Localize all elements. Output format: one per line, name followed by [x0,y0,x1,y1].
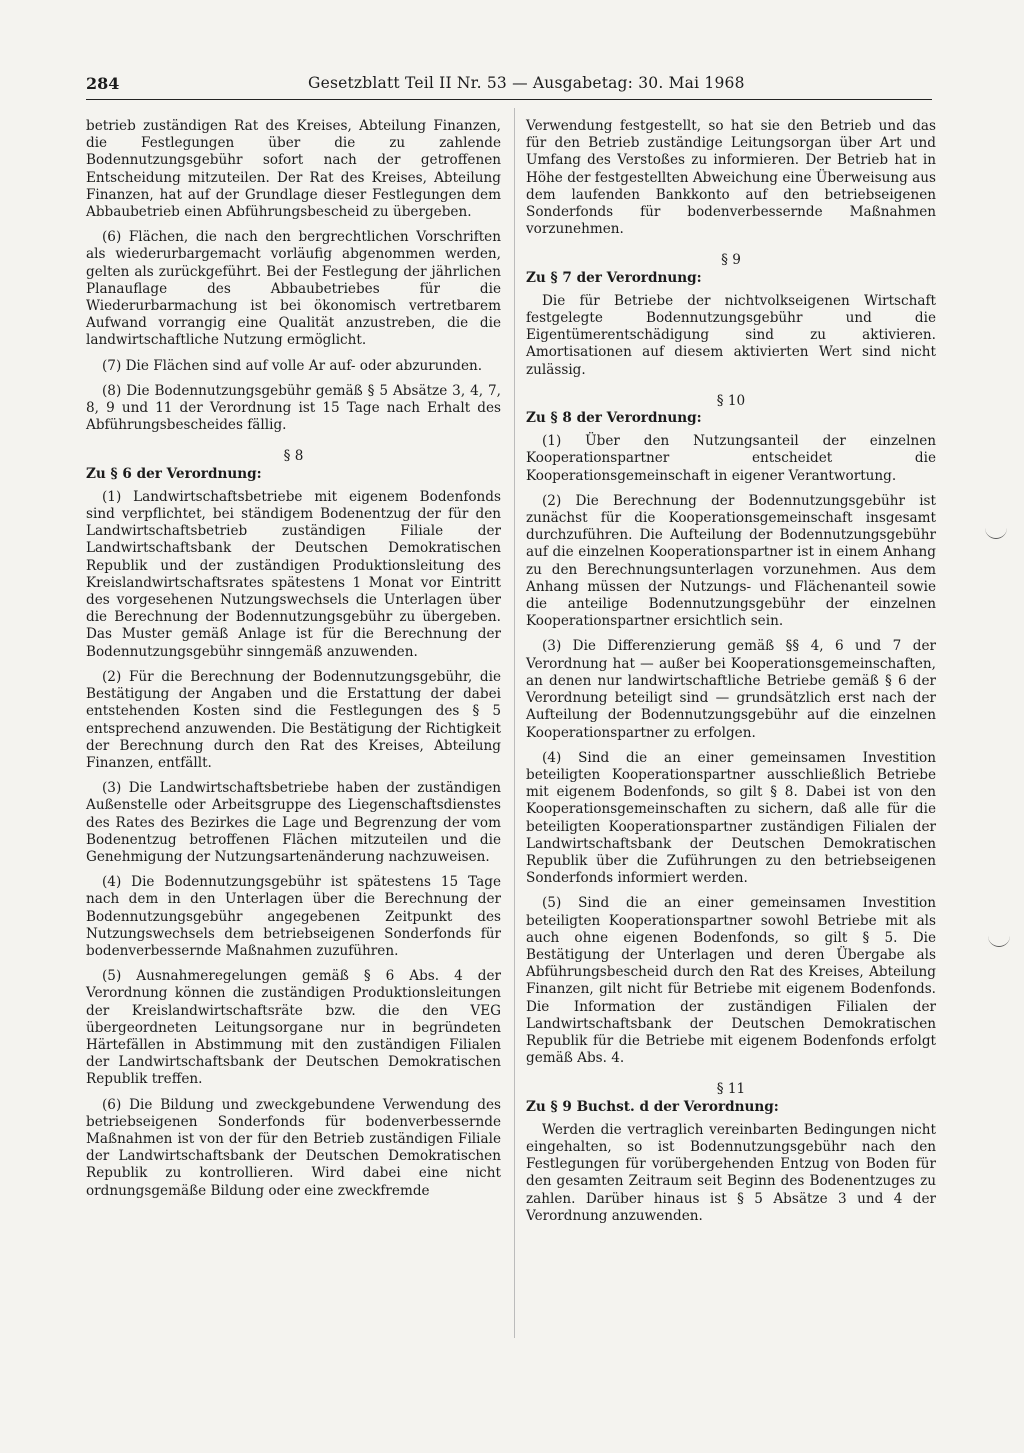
paragraph: (2) Die Berechnung der Bodennutzungsgebühr ist zunächst für die Kooperationsgemeinschaft insgesamt durchzuführen. Die Aufteilung der Bodennutzungsgebühr auf die einzelnen Kooperationspartner ist in einem Anhang zu den Berechnungsunterlagen vorzunehmen. Aus dem Anhang müssen der Nutzungs- und Flächenanteil sowie die anteilige Bodennutzungsgebühr der einzelnen Kooperationspartner ersichtlich sein. [526,492,936,630]
paragraph: betrieb zuständigen Rat des Kreises, Abteilung Finanzen, die Festlegungen über die zu zahlende Bodennutzungsgebühr sofort nach der getroffenen Entscheidung mitzuteilen. Der Rat des Kreises, Abteilung Finanzen, hat auf der Grundlage dieser Festlegungen dem Abbaubetrieb einen Abführungsbescheid zu übergeben. [86,118,501,221]
paragraph: (1) Über den Nutzungsanteil der einzelnen Kooperationspartner entscheidet die Kooperationsgemeinschaft in eigener Verantwortung. [526,433,936,484]
section-heading-9: § 9 [721,252,741,269]
gazette-title: Gesetzblatt Teil II Nr. 53 — Ausgabetag: 30. Mai 1968 [308,74,745,92]
paragraph: Werden die vertraglich vereinbarten Bedingungen nicht eingehalten, so ist Bodennutzungsgebühr nach den Festlegungen für vorübergehenden Entzug von Boden für den gesamten Zeitraum seit Beginn des Bodenentzuges zu zahlen. Darüber hinaus ist § 5 Absätze 3 und 4 der Verordnung anzuwenden. [526,1121,936,1224]
paragraph: (4) Die Bodennutzungsgebühr ist spätestens 15 Tage nach dem in den Unterlagen über die Berechnung der Bodennutzungsgebühr angegebenen Zeitpunkt des Nutzungswechsels dem betriebseigenen Sonderfonds für bodenverbessernde Maßnahmen zuzuführen. [86,874,501,959]
section-heading-8: § 8 [283,448,304,465]
paragraph: (5) Ausnahmeregelungen gemäß § 6 Abs. 4 der Verordnung können die zuständigen Produktionsleitungen der Kreislandwirtschaftsräte bzw. die den VEG übergeordneten Leitungsorgane nur in begründeten Härtefällen in Abstimmung mit den zuständigen Filialen der Landwirtschaftsbank der Deutschen Demokratischen Republik treffen. [86,968,501,1088]
section-subheading-9: Zu § 7 der Verordnung: [526,269,702,286]
paragraph: (5) Sind die an einer gemeinsamen Investition beteiligten Kooperationspartner sowohl Betriebe mit als auch ohne eigenen Bodenfonds, so gilt § 5. Die Bestätigung der Unterlagen und deren Übergabe als Abführungsbescheid durch den Rat des Kreises, Abteilung Finanzen, gilt nicht für Betriebe mit eigenem Bodenfonds. Die Information der zuständigen Filialen der Landwirtschaftsbank der Deutschen Demokratischen Republik für die Betriebe mit eigenem Bodenfonds erfolgt gemäß Abs. 4. [526,895,936,1067]
page-number: 284 [86,74,120,93]
paragraph: (8) Die Bodennutzungsgebühr gemäß § 5 Absätze 3, 4, 7, 8, 9 und 11 der Verordnung ist 15 Tage nach Erhalt des Abführungsbescheides fällig. [86,382,501,434]
margin-mark [985,528,1007,539]
paragraph: Die für Betriebe der nichtvolkseigenen Wirtschaft festgelegte Bodennutzungsgebühr und die Eigentümerentschädigung sind zu aktivieren. Amortisationen auf diesem aktivierten Wert sind nicht zulässig. [526,292,936,378]
paragraph: (6) Die Bildung und zweckgebundene Verwendung des betriebseigenen Sonderfonds für bodenverbessernde Maßnahmen ist von der für den Betrieb zuständigen Filiale der Landwirtschaftsbank der Deutschen Demokratischen Republik zu kontrollieren. Wird dabei eine nicht ordnungsgemäße Bildung oder eine zweckfremde [86,1096,501,1199]
section-subheading-10: Zu § 8 der Verordnung: [526,410,702,427]
section-heading-11: § 11 [716,1081,746,1098]
paragraph: (1) Landwirtschaftsbetriebe mit eigenem Bodenfonds sind verpflichtet, bei ständigem Bodenentzug der für den Landwirtschaftsbetrieb zuständigen Filiale der Landwirtschaftsbank der Deutschen Demokratischen Republik und der zuständigen Produktionsleitung des Kreislandwirtschaftsrates spätestens 1 Monat vor Eintritt des vorgesehenen Nutzungswechsels die Unterlagen über die Berechnung der Bodennutzungsgebühr zu übergeben. Das Muster gemäß Anlage ist für die Berechnung der Bodennutzungsgebühr sinngemäß anzuwenden. [86,488,501,660]
section-heading-10: § 10 [716,392,746,409]
page-header [86,74,932,100]
paragraph: (6) Flächen, die nach den bergrechtlichen Vorschriften als wiederurbargemacht vorläufig abgenommen werden, gelten als zurückgeführt. Bei der Festlegung der jährlichen Planauflage des Abbaubetriebes für die Wiederurbarmachung ist bei ökonomisch vertretbarem Aufwand vorrangig eine Qualität anzustreben, die die landwirtschaftliche Nutzung ermöglicht. [86,229,501,349]
margin-mark [988,936,1010,947]
section-subheading-11: Zu § 9 Buchst. d der Verordnung: [526,1098,779,1115]
paragraph: (3) Die Differenzierung gemäß §§ 4, 6 und 7 der Verordnung hat — außer bei Kooperationsgemeinschaften, an denen nur landwirtschaftliche Betriebe gemäß § 6 der Verordnung beteiligt sind — grundsätzlich erst nach der Aufteilung der Bodennutzungsgebühr auf die einzelnen Kooperationspartner zu erfolgen. [526,638,936,741]
column-divider [514,108,515,1338]
header-rule [86,99,932,100]
paragraph: (7) Die Flächen sind auf volle Ar auf- oder abzurunden. [102,357,483,374]
section-subheading-8: Zu § 6 der Verordnung: [86,465,262,482]
paragraph: (2) Für die Berechnung der Bodennutzungsgebühr, die Bestätigung der Angaben und die Erstattung der dabei entstehenden Kosten sind die Festlegungen des § 5 entsprechend anzuwenden. Die Bestätigung der Richtigkeit der Berechnung durch den Rat des Kreises, Abteilung Finanzen, entfällt. [86,668,501,771]
paragraph: (3) Die Landwirtschaftsbetriebe haben der zuständigen Außenstelle oder Arbeitsgruppe des Liegenschaftsdienstes des Rates des Bezirkes die Lage und Begrenzung der vom Bodenentzug betroffenen Flächen mitzuteilen und die Genehmigung der Nutzungsartenänderung nachzuweisen. [86,780,501,865]
paragraph: (4) Sind die an einer gemeinsamen Investition beteiligten Kooperationspartner ausschließlich Betriebe mit eigenem Bodenfonds, so gilt § 8. Dabei ist von den Kooperationsgemeinschaften zu sichern, daß alle für die beteiligten Kooperationspartner zuständigen Filialen der Landwirtschaftsbank der Deutschen Demokratischen Republik über die Zuführungen zu den betriebseigenen Sonderfonds informiert werden. [526,749,936,887]
paragraph: Verwendung festgestellt, so hat sie den Betrieb und das für den Betrieb zuständige Leitungsorgan über Art und Umfang des Verstoßes zu informieren. Der Betrieb hat in Höhe der festgestellten Abweichung eine Überweisung aus dem laufenden Bankkonto auf den betriebseigenen Sonderfonds für bodenverbessernde Maßnahmen vorzunehmen. [526,118,936,238]
left-column [86,118,501,1208]
right-column [526,118,936,1233]
